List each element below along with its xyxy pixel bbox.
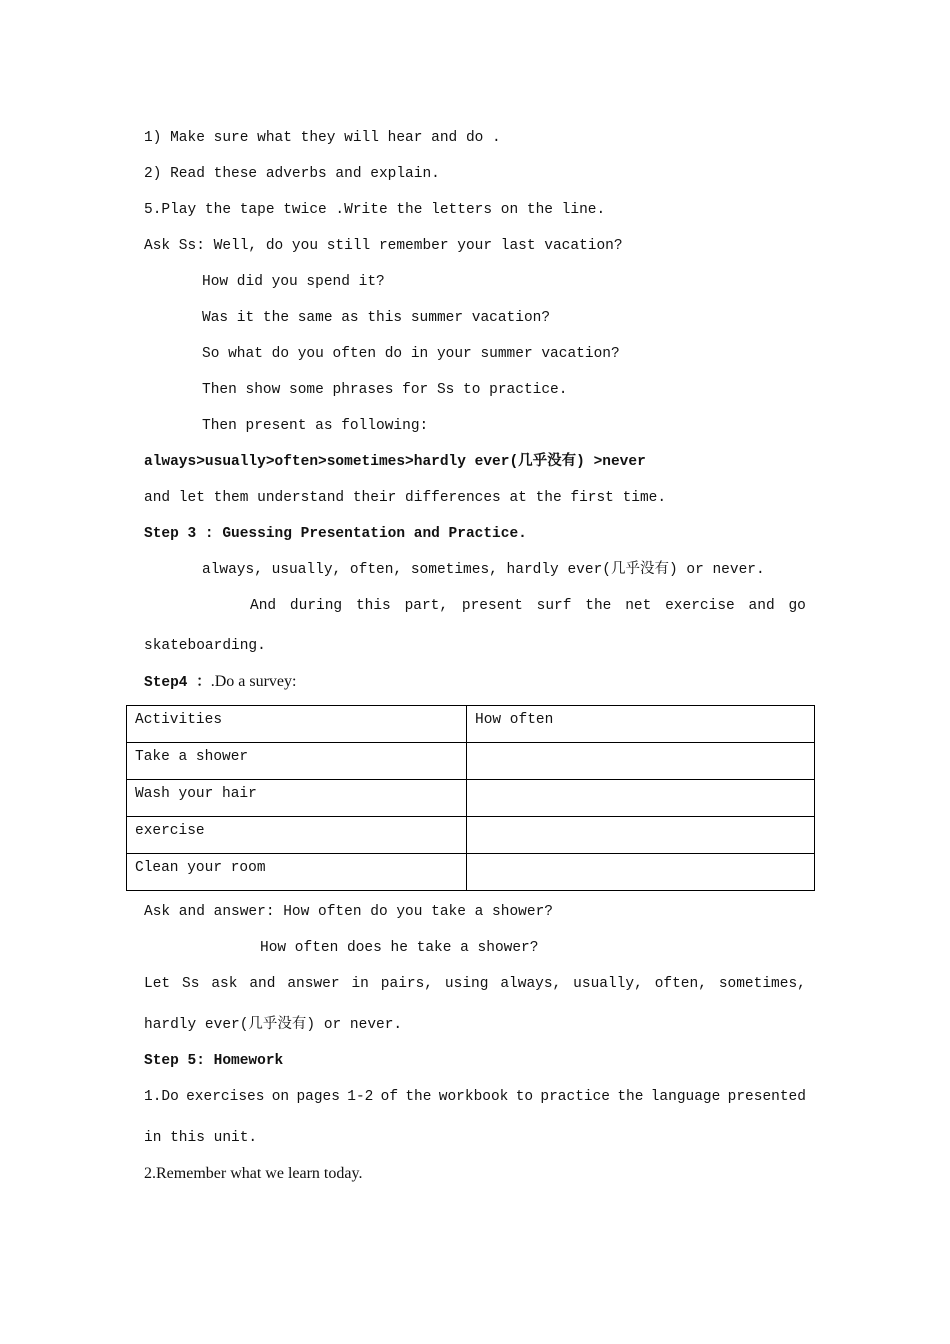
instruction-line-6: Was it the same as this summer vacation?: [202, 310, 551, 326]
step4-label: Step4 ：: [144, 675, 211, 691]
step4-text: .Do a survey:: [210, 673, 297, 690]
word: 1.Do: [144, 1089, 179, 1105]
table-row: [127, 743, 815, 780]
word: the: [585, 598, 612, 614]
word: and: [748, 598, 775, 614]
question-line-2: How often does he take a shower?: [260, 940, 539, 956]
instruction-line-3: 5.Play the tape twice .Write the letters on the line.: [144, 202, 606, 218]
table-row: [127, 780, 815, 817]
word: the: [617, 1089, 644, 1105]
header-activities: Activities: [127, 706, 467, 743]
activity-cell: Wash your hair: [127, 780, 467, 817]
header-how-often: How often: [467, 706, 815, 743]
word: of: [380, 1089, 399, 1105]
word: language: [650, 1089, 721, 1105]
word: ask: [211, 976, 238, 992]
answer-cell[interactable]: [467, 854, 815, 891]
word: practice: [540, 1089, 611, 1105]
word: during: [289, 598, 343, 614]
answer-cell[interactable]: [467, 817, 815, 854]
homework-item-2: 2.Remember what we learn today.: [144, 1165, 363, 1182]
justified-line-homework: [144, 1087, 806, 1107]
word: on: [271, 1089, 290, 1105]
word: Let: [144, 976, 171, 992]
word: exercise: [665, 598, 735, 614]
word: net: [625, 598, 652, 614]
word: in: [351, 976, 369, 992]
instruction-line-8: Then show some phrases for Ss to practice.: [202, 382, 568, 398]
word: this: [355, 598, 391, 614]
word: often,: [654, 976, 707, 992]
question-line-1: Ask and answer: How often do you take a shower?: [144, 904, 553, 920]
word: pages: [296, 1089, 340, 1105]
answer-cell[interactable]: [467, 780, 815, 817]
word: sometimes,: [718, 976, 806, 992]
instruction-line-11: and let them understand their differences at the first time.: [144, 490, 667, 506]
table-row: [127, 854, 815, 891]
word: Ss: [182, 976, 200, 992]
word: usually,: [573, 976, 643, 992]
step4-heading: [144, 672, 296, 693]
survey-table: [126, 705, 815, 891]
word: always,: [500, 976, 562, 992]
word: exercises: [186, 1089, 265, 1105]
word: go: [788, 598, 806, 614]
word: the: [405, 1089, 432, 1105]
homework-continuation: in this unit.: [144, 1130, 258, 1146]
instruction-line-9: Then present as following:: [202, 418, 429, 434]
instruction-line-7: So what do you often do in your summer vacation?: [202, 346, 620, 362]
activity-cell: exercise: [127, 817, 467, 854]
word: to: [515, 1089, 534, 1105]
table-header-row: [127, 706, 815, 743]
word: presented: [727, 1089, 806, 1105]
word: present: [461, 598, 523, 614]
word: and: [249, 976, 276, 992]
activity-cell: Take a shower: [127, 743, 467, 780]
instruction-line-14: skateboarding.: [144, 638, 266, 654]
word: using: [444, 976, 489, 992]
step5-heading: Step 5: Homework: [144, 1053, 284, 1069]
instruction-line-5: How did you spend it?: [202, 274, 385, 290]
instruction-line-2: 2) Read these adverbs and explain.: [144, 166, 440, 182]
word: part,: [404, 598, 449, 614]
word: 1-2: [347, 1089, 374, 1105]
adverb-list: always, usually, often, sometimes, hardly ever(几乎没有) or never.: [202, 562, 765, 578]
word: workbook: [438, 1089, 509, 1105]
answer-cell[interactable]: [467, 743, 815, 780]
step3-heading: Step 3 : Guessing Presentation and Practice.: [144, 526, 527, 542]
justified-line-pairs: [144, 974, 806, 994]
pairs-continuation: hardly ever(几乎没有) or never.: [144, 1017, 403, 1033]
word: surf: [536, 598, 572, 614]
table-row: [127, 817, 815, 854]
adverb-scale: always>usually>often>sometimes>hardly ever(几乎没有) >never: [144, 454, 646, 470]
word: answer: [287, 976, 340, 992]
word: And: [250, 598, 277, 614]
instruction-line-4: Ask Ss: Well, do you still remember your last vacation?: [144, 238, 623, 254]
word: pairs,: [380, 976, 434, 992]
activity-cell: Clean your room: [127, 854, 467, 891]
instruction-line-1: 1) Make sure what they will hear and do .: [144, 130, 501, 146]
justified-line-during: [250, 596, 806, 616]
